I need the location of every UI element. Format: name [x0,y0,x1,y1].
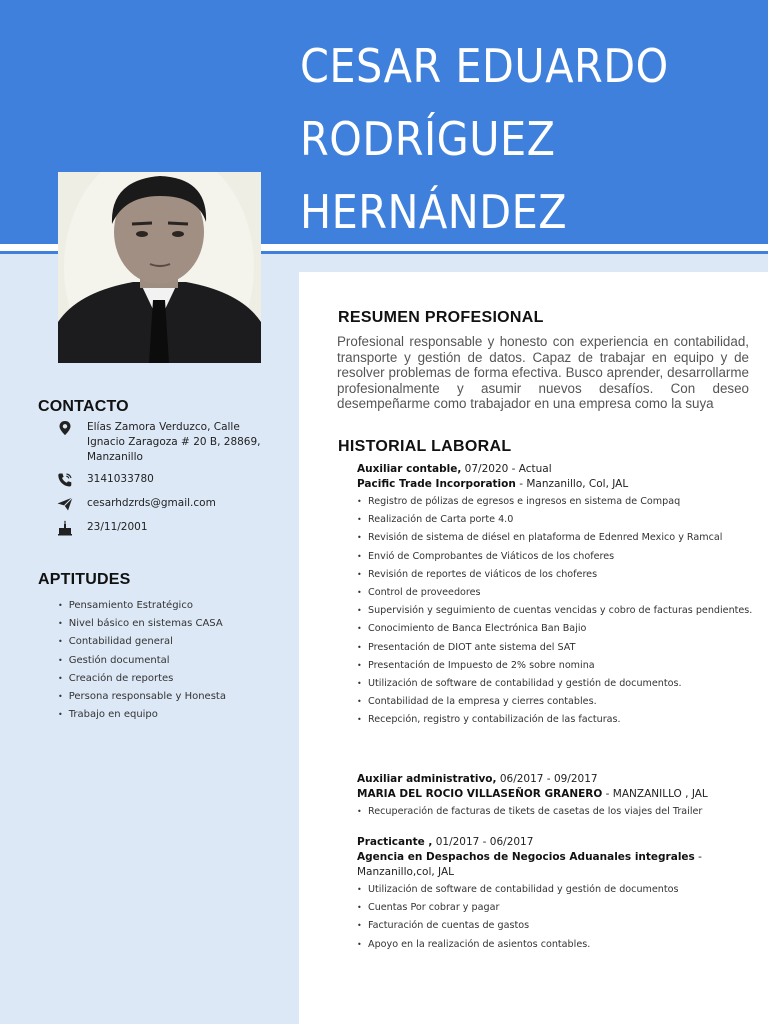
list-item: • Gestión documental [58,654,226,672]
job-role: Auxiliar contable, [357,463,462,475]
name-line-2: RODRÍGUEZ [300,112,556,166]
list-item: • Nivel básico en sistemas CASA [58,617,226,635]
list-item: • Registro de pólizas de egresos e ingresos en sistema de Compaq [357,494,757,509]
list-item: • Apoyo en la realización de asientos contables. [357,937,757,952]
list-item: • Supervisión y seguimiento de cuentas vencidas y cobro de facturas pendientes. [357,603,757,618]
job-entry [357,835,757,955]
list-item: • Control de proveedores [357,585,757,600]
job-entry [357,772,757,822]
list-item: • Recuperación de facturas de tikets de casetas de los viajes del Trailer [357,804,757,819]
content-top-strip [299,254,768,272]
contact-address [56,420,276,466]
job-company: Agencia en Despachos de Negocios Aduanales integrales [357,851,695,863]
job-company: Pacific Trade Incorporation [357,478,516,490]
list-item: • Presentación de Impuesto de 2% sobre nomina [357,658,757,673]
name-line-3: HERNÁNDEZ [300,185,568,239]
list-item: • Revisión de reportes de viáticos de los choferes [357,567,757,582]
send-paper-plane-icon [56,496,74,512]
list-item: • Trabajo en equipo [58,708,226,726]
skills-list [58,599,226,726]
job-role: Practicante , [357,836,433,848]
job-company: MARIA DEL ROCIO VILLASEÑOR GRANERO [357,788,603,800]
birthdate-text: 23/11/2001 [87,521,148,533]
list-item: • Contabilidad de la empresa y cierres contables. [357,694,757,709]
list-item: • Persona responsable y Honesta [58,690,226,708]
phone-icon [56,472,74,488]
job-location: - Manzanillo,col, JAL [357,851,702,878]
skills-heading: APTITUDES [38,571,131,588]
list-item: • Revisión de sistema de diésel en plataforma de Edenred Mexico y Ramcal [357,530,757,545]
address-text: Elías Zamora Verduzco, Calle Ignacio Zaragoza # 20 B, 28869, Manzanillo [87,421,261,463]
summary-text: Profesional responsable y honesto con experiencia en contabilidad, transporte y gestión de datos. Capaz de trabajar en equipo y de resolver problemas de forma efectiva. Busco aprender, desarrollarme profesionalmente y asumir nuevos desafíos. Con deseo desempeñarme como trabajador en una empresa como la suya [337,334,749,411]
list-item: • Facturación de cuentas de gastos [357,918,757,933]
list-item: • Pensamiento Estratégico [58,599,226,617]
history-heading: HISTORIAL LABORAL [338,438,512,455]
list-item: • Cuentas Por cobrar y pagar [357,900,757,915]
summary-heading: RESUMEN PROFESIONAL [338,309,544,326]
job-entry [357,462,757,730]
job-tasks [357,494,757,727]
email-text: cesarhdzrds@gmail.com [87,497,216,509]
list-item: • Utilización de software de contabilidad y gestión de documentos. [357,676,757,691]
list-item: • Recepción, registro y contabilización de las facturas. [357,712,757,727]
job-location: - MANZANILLO , JAL [602,788,708,800]
list-item: • Contabilidad general [58,635,226,653]
location-pin-icon [56,420,74,436]
name-line-1: CESAR EDUARDO [300,39,669,93]
phone-text: 3141033780 [87,473,154,485]
job-tasks [357,882,757,952]
list-item: • Creación de reportes [58,672,226,690]
contact-heading: CONTACTO [38,398,129,415]
profile-photo [58,172,261,363]
job-dates: 01/2017 - 06/2017 [432,836,534,848]
job-role: Auxiliar administrativo, [357,773,497,785]
list-item: • Realización de Carta porte 4.0 [357,512,757,527]
birthday-cake-icon [56,520,74,536]
job-dates: 07/2020 - Actual [461,463,552,475]
job-dates: 06/2017 - 09/2017 [496,773,598,785]
list-item: • Utilización de software de contabilidad y gestión de documentos [357,882,757,897]
job-location: - Manzanillo, Col, JAL [515,478,629,490]
person-portrait-icon [58,172,261,363]
list-item: • Conocimiento de Banca Electrónica Ban Bajio [357,621,757,636]
candidate-name [300,30,760,249]
list-item: • Presentación de DIOT ante sistema del SAT [357,640,757,655]
list-item: • Envió de Comprobantes de Viáticos de los choferes [357,549,757,564]
job-tasks [357,804,757,819]
